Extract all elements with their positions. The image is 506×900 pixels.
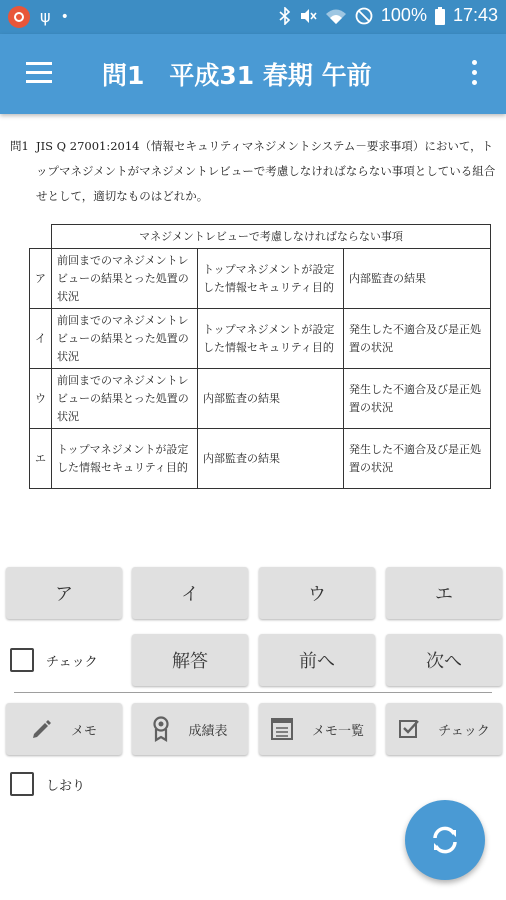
table-cell: 発生した不適合及び是正処置の状況 xyxy=(344,369,491,429)
menu-icon[interactable] xyxy=(26,62,54,84)
question-number: 問1 xyxy=(10,139,29,153)
table-header: マネジメントレビューで考慮しなければならない事項 xyxy=(52,225,491,249)
table-row xyxy=(30,249,491,309)
table-cell: 内部監査の結果 xyxy=(344,249,491,309)
more-options-icon[interactable] xyxy=(472,60,480,88)
check-list-label: チェック xyxy=(438,723,490,739)
prev-button[interactable]: 前へ xyxy=(259,634,375,686)
page-title: 問1 平成31 春期 午前 xyxy=(102,61,372,90)
refresh-fab[interactable] xyxy=(405,800,485,880)
bookmark-label: しおり xyxy=(46,778,86,794)
check-toggle[interactable] xyxy=(10,648,98,672)
scores-button[interactable] xyxy=(132,703,248,755)
medal-icon xyxy=(152,716,170,742)
table-row xyxy=(30,309,491,369)
checked-box-icon xyxy=(398,718,420,740)
row-letter: イ xyxy=(30,309,52,369)
table-cell: 前回までのマネジメントレビューの結果とった処置の状況 xyxy=(52,249,198,309)
answer-button[interactable]: 解答 xyxy=(132,634,248,686)
usb-icon: ψ xyxy=(40,7,51,26)
memo-list-button[interactable] xyxy=(259,703,375,755)
table-cell: 内部監査の結果 xyxy=(198,369,344,429)
check-checkbox[interactable] xyxy=(10,648,34,672)
options-table xyxy=(29,224,491,489)
table-cell: 前回までのマネジメントレビューの結果とった処置の状況 xyxy=(52,369,198,429)
table-cell: トップマネジメントが設定した情報セキュリティ目的 xyxy=(198,249,344,309)
clock: 17:43 xyxy=(452,5,498,25)
answer-a-button[interactable]: ア xyxy=(6,567,122,619)
wifi-icon xyxy=(325,7,347,25)
table-corner xyxy=(30,225,52,249)
question-text: JIS Q 27001:2014（情報セキュリティマネジメントシステム－要求事項）において，トップマネジメントがマネジメントレビューで考慮しなければならない事項としている組合せとして，適切なものはどれか。 xyxy=(36,139,496,203)
memo-button[interactable] xyxy=(6,703,122,755)
divider xyxy=(14,692,492,693)
memo-list-label: メモ一覧 xyxy=(311,723,364,739)
battery-icon xyxy=(435,7,445,25)
table-cell: 内部監査の結果 xyxy=(198,429,344,489)
row-letter: エ xyxy=(30,429,52,489)
mute-icon xyxy=(299,7,317,25)
pencil-icon xyxy=(31,718,53,740)
app-notification-icon xyxy=(8,6,30,28)
refresh-icon xyxy=(428,823,462,857)
do-not-disturb-icon xyxy=(355,7,373,25)
check-label: チェック xyxy=(46,654,98,670)
question-block xyxy=(10,134,500,209)
app-bar xyxy=(0,34,506,114)
check-list-button[interactable] xyxy=(386,703,502,755)
table-cell: 前回までのマネジメントレビューの結果とった処置の状況 xyxy=(52,309,198,369)
list-window-icon xyxy=(270,717,294,741)
row-letter: ア xyxy=(30,249,52,309)
status-bar xyxy=(0,0,506,34)
memo-label: メモ xyxy=(70,723,97,739)
table-cell: トップマネジメントが設定した情報セキュリティ目的 xyxy=(52,429,198,489)
scores-label: 成績表 xyxy=(188,723,228,739)
notification-dot-icon: • xyxy=(60,9,69,25)
table-cell: 発生した不適合及び是正処置の状況 xyxy=(344,429,491,489)
table-cell: トップマネジメントが設定した情報セキュリティ目的 xyxy=(198,309,344,369)
bluetooth-icon xyxy=(279,7,291,25)
table-row xyxy=(30,369,491,429)
answer-i-button[interactable]: イ xyxy=(132,567,248,619)
answer-u-button[interactable]: ウ xyxy=(259,567,375,619)
table-cell: 発生した不適合及び是正処置の状況 xyxy=(344,309,491,369)
battery-percent: 100% xyxy=(380,5,427,25)
answer-e-button[interactable]: エ xyxy=(386,567,502,619)
table-row xyxy=(30,429,491,489)
bookmark-toggle[interactable] xyxy=(10,772,85,796)
next-button[interactable]: 次へ xyxy=(386,634,502,686)
row-letter: ウ xyxy=(30,369,52,429)
bookmark-checkbox[interactable] xyxy=(10,772,34,796)
